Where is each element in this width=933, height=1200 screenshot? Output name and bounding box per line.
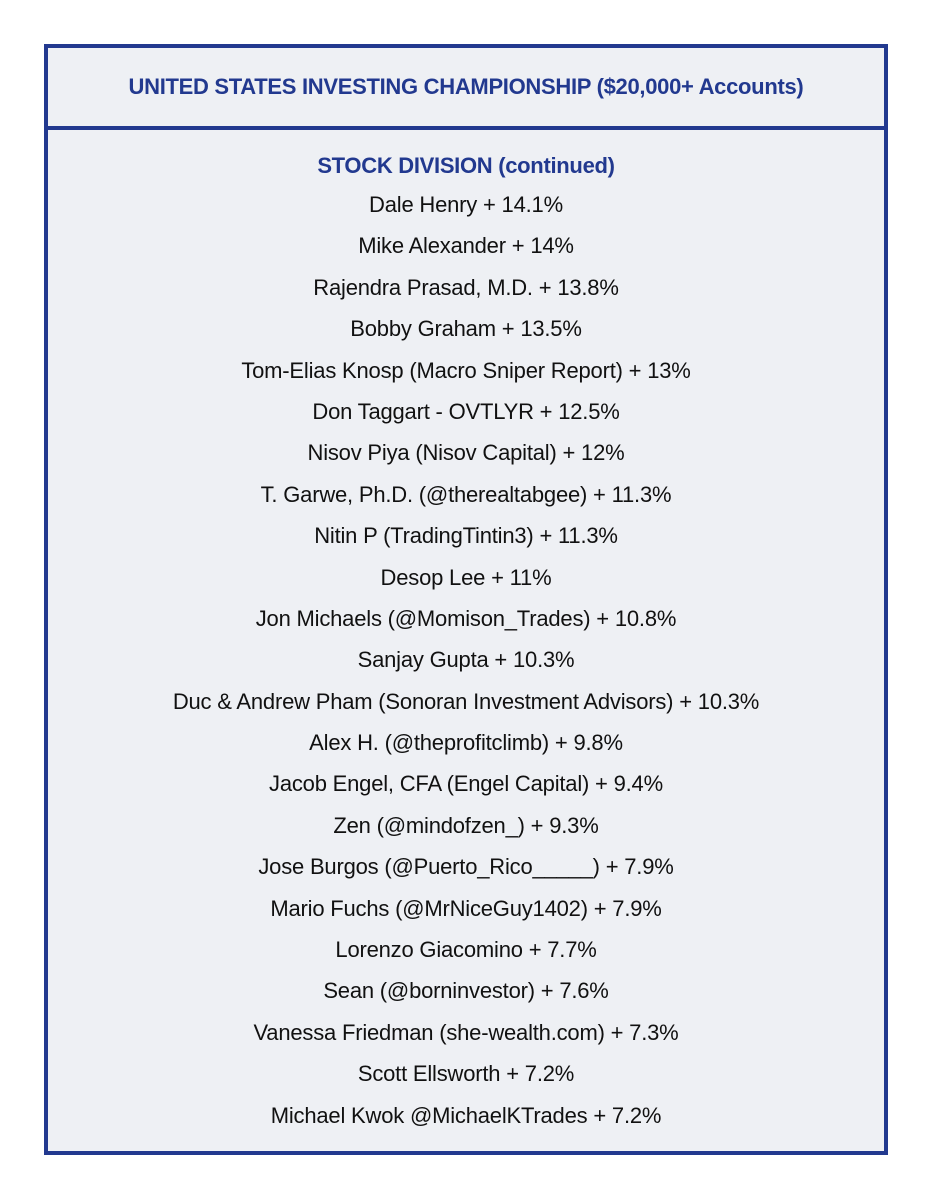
result-entry: Bobby Graham + 13.5% xyxy=(350,316,582,342)
result-entry: Sanjay Gupta + 10.3% xyxy=(357,647,575,673)
result-entry: Jacob Engel, CFA (Engel Capital) + 9.4% xyxy=(269,771,663,797)
championship-title: UNITED STATES INVESTING CHAMPIONSHIP ($20,000+ Accounts) xyxy=(128,74,804,99)
division-title: STOCK DIVISION (continued) xyxy=(317,153,615,178)
result-entry: Tom-Elias Knosp (Macro Sniper Report) + 13% xyxy=(241,357,691,383)
result-entry: Alex H. (@theprofitclimb) + 9.8% xyxy=(309,730,623,756)
result-entry: T. Garwe, Ph.D. (@therealtabgee) + 11.3% xyxy=(260,481,672,507)
result-entry: Sean (@borninvestor) + 7.6% xyxy=(323,978,609,1004)
result-entry: Mike Alexander + 14% xyxy=(358,233,574,259)
result-entry: Jon Michaels (@Momison_Trades) + 10.8% xyxy=(255,605,677,631)
results-list xyxy=(48,184,884,1136)
result-entry: Duc & Andrew Pham (Sonoran Investment Advisors) + 10.3% xyxy=(172,688,760,714)
results-frame xyxy=(44,44,888,1155)
result-entry: Desop Lee + 11% xyxy=(380,564,552,590)
result-entry: Zen (@mindofzen_) + 9.3% xyxy=(333,812,599,838)
championship-header xyxy=(48,48,884,130)
result-entry: Nisov Piya (Nisov Capital) + 12% xyxy=(307,440,625,466)
result-entry: Scott Ellsworth + 7.2% xyxy=(357,1061,575,1087)
result-entry: Mario Fuchs (@MrNiceGuy1402) + 7.9% xyxy=(270,895,662,921)
result-entry: Dale Henry + 14.1% xyxy=(369,192,563,217)
result-entry: Rajendra Prasad, M.D. + 13.8% xyxy=(313,274,619,300)
result-entry: Lorenzo Giacomino + 7.7% xyxy=(335,937,597,963)
result-entry: Vanessa Friedman (she-wealth.com) + 7.3% xyxy=(253,1019,679,1045)
result-entry: Don Taggart - OVTLYR + 12.5% xyxy=(312,398,620,424)
result-entry: Jose Burgos (@Puerto_Rico_____) + 7.9% xyxy=(258,854,674,880)
result-entry: Michael Kwok @MichaelKTrades + 7.2% xyxy=(270,1102,662,1128)
result-entry: Nitin P (TradingTintin3) + 11.3% xyxy=(314,523,618,549)
results-content xyxy=(48,130,884,1136)
